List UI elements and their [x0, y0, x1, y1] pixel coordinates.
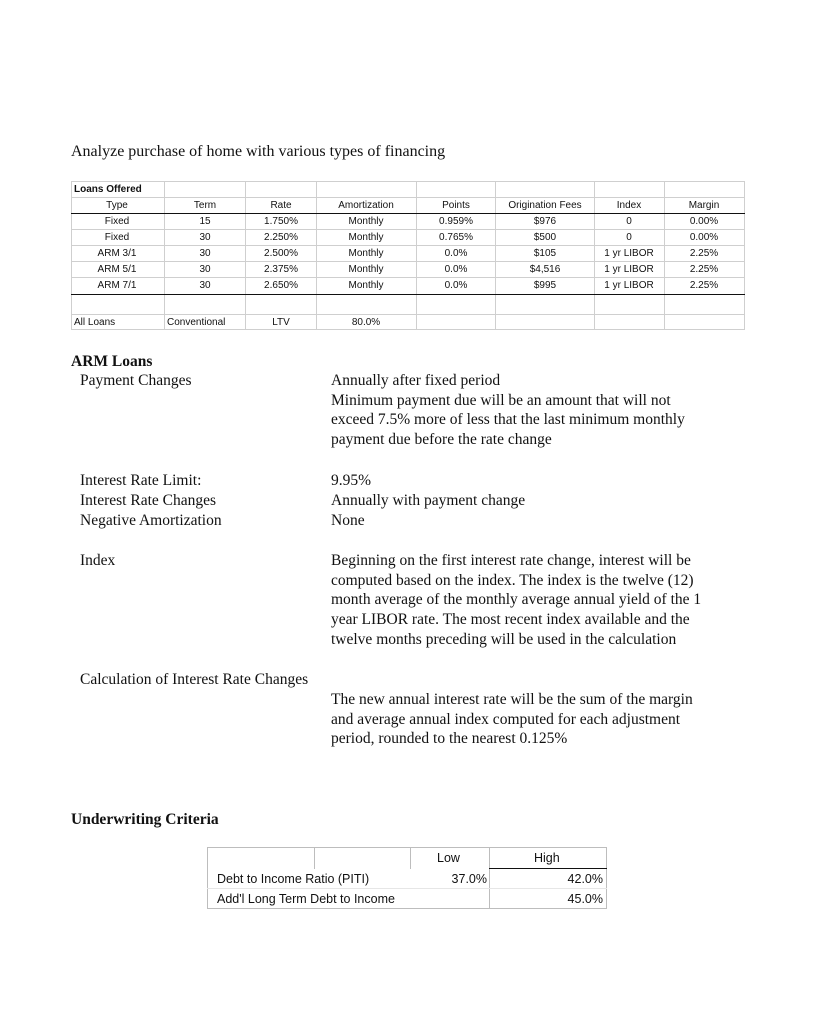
loans-offered-label: Loans Offered [74, 184, 142, 195]
table-cell: 0.0% [444, 264, 468, 275]
table-cell: 30 [199, 264, 211, 275]
table-cell: 0 [626, 232, 632, 243]
payment-changes-label: Payment Changes [80, 372, 192, 389]
table-cell: 2.250% [264, 232, 298, 243]
dti-high: 42.0% [567, 872, 603, 886]
table-cell: 2.25% [689, 248, 719, 259]
table-cell: ARM 5/1 [97, 264, 137, 275]
table-cell: 2.375% [264, 264, 298, 275]
interest-rate-limit-value: 9.95% [331, 472, 372, 489]
table-cell: 15 [199, 216, 211, 227]
table-cell: 1.750% [264, 216, 298, 227]
arm-loans-heading: ARM Loans [71, 353, 153, 370]
interest-rate-limit-label: Interest Rate Limit: [80, 472, 202, 489]
table-cell: ARM 7/1 [97, 280, 137, 291]
table-cell: Monthly [348, 280, 384, 291]
interest-rate-changes-value: Annually with payment change [331, 492, 526, 509]
table-cell: 0.00% [689, 216, 719, 227]
table-cell: 1 yr LIBOR [604, 248, 654, 259]
table-cell: Fixed [104, 216, 130, 227]
header-origination-fees: Origination Fees [508, 200, 582, 211]
header-term: Term [193, 200, 217, 211]
ltv-value: 80.0% [351, 317, 381, 328]
index-label: Index [80, 552, 116, 569]
conventional-label: Conventional [167, 317, 226, 328]
document-title: Analyze purchase of home with various types of financing [71, 143, 446, 160]
table-cell: 0.00% [689, 232, 719, 243]
table-cell: ARM 3/1 [97, 248, 137, 259]
table-cell: 0.959% [439, 216, 473, 227]
header-index: Index [616, 200, 642, 211]
dti-label: Debt to Income Ratio (PITI) [217, 872, 370, 886]
loans-table [71, 181, 745, 330]
table-cell: Monthly [348, 216, 384, 227]
table-cell: 30 [199, 248, 211, 259]
calculation-text: The new annual interest rate will be the sum of the margin and average annual index computed for each adjustment period, rounded to the nearest 0.125% [331, 691, 693, 748]
addl-debt-high: 45.0% [567, 892, 603, 906]
col-high-header: High [534, 851, 560, 865]
header-type: Type [106, 200, 128, 211]
table-cell: Monthly [348, 248, 384, 259]
dti-low: 37.0% [451, 872, 487, 886]
table-cell: $995 [533, 280, 557, 291]
table-cell: Monthly [348, 232, 384, 243]
all-loans-label: All Loans [74, 317, 116, 328]
table-cell: 0.0% [444, 280, 468, 291]
header-margin: Margin [688, 200, 720, 211]
table-cell: 0 [626, 216, 632, 227]
payment-changes-text: Annually after fixed period Minimum payment due will be an amount that will not exceed 7.5% more of less that the last minimum monthly payment due before the rate change [331, 372, 685, 449]
table-cell: $4,516 [529, 264, 561, 275]
underwriting-heading: Underwriting Criteria [71, 811, 219, 828]
table-cell: 1 yr LIBOR [604, 280, 654, 291]
addl-debt-label: Add'l Long Term Debt to Income [217, 892, 395, 906]
table-cell: 2.25% [689, 280, 719, 291]
table-cell: Fixed [104, 232, 130, 243]
table-cell: $105 [533, 248, 557, 259]
table-cell: 30 [199, 280, 211, 291]
header-amortization: Amortization [338, 200, 394, 211]
index-text: Beginning on the first interest rate change, interest will be computed based on the index. The index is the twelve (12) month average of the monthly average annual yield of the 1 year LIBOR rate. The most recent index available and the twelve months preceding will be used in the calculation [331, 552, 702, 648]
header-points: Points [442, 200, 470, 211]
negative-amortization-label: Negative Amortization [80, 512, 222, 529]
negative-amortization-value: None [331, 512, 365, 529]
calculation-label: Calculation of Interest Rate Changes [80, 671, 309, 688]
table-cell: $500 [533, 232, 557, 243]
table-cell: 1 yr LIBOR [604, 264, 654, 275]
table-cell: 2.25% [689, 264, 719, 275]
ltv-label: LTV [272, 317, 290, 328]
table-cell: 0.765% [439, 232, 473, 243]
table-cell: $976 [533, 216, 557, 227]
header-rate: Rate [270, 200, 292, 211]
table-cell: 2.500% [264, 248, 298, 259]
table-cell: 2.650% [264, 280, 298, 291]
underwriting-table [207, 847, 607, 909]
table-cell: 0.0% [444, 248, 468, 259]
table-cell: Monthly [348, 264, 384, 275]
table-cell: 30 [199, 232, 211, 243]
interest-rate-changes-label: Interest Rate Changes [80, 492, 217, 509]
col-low-header: Low [437, 851, 460, 865]
